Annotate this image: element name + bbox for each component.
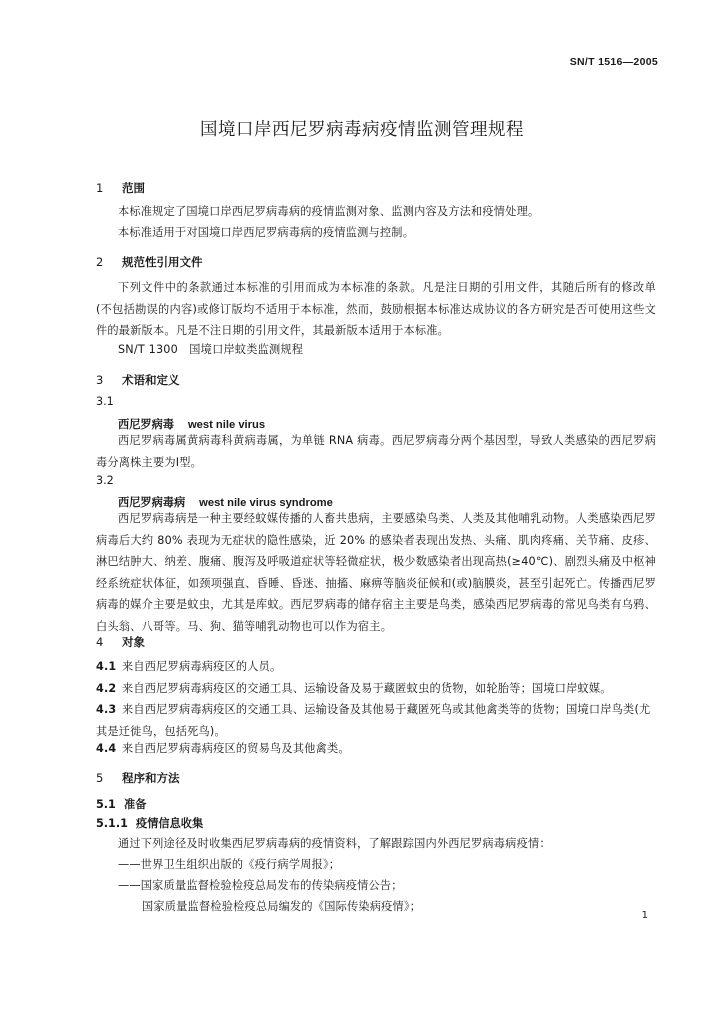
term-1-chinese: 西尼罗病毒	[118, 418, 174, 431]
standard-number: SN/T 1516—2005	[569, 56, 658, 68]
list-item: 4.1 来自西尼罗病毒病疫区的人员。	[96, 660, 282, 673]
section-title: 术语和定义	[122, 373, 180, 387]
section-number: 4	[96, 635, 104, 649]
section-2-heading	[96, 254, 203, 270]
section-number: 1	[96, 181, 104, 195]
section-1-heading	[96, 180, 145, 196]
subsection-5-1-1-paragraph: 通过下列途径及时收集西尼罗病毒病的疫情资料，了解跟踪国内外西尼罗病毒病疫情：	[118, 837, 551, 850]
section-2-paragraph: 下列文件中的条款通过本标准的引用而成为本标准的条款。凡是注日期的引用文件，其随后所有的修改单(不包括勘误的内容)或修订版均不适用于本标准，然而，鼓励根据本标准达成协议的各方研究是否可使用这些文件的最新版本。凡是不注日期的引用文件，其最新版本适用于本标准。	[96, 281, 656, 337]
section-1-paragraph-2: 本标准适用于对国境口岸西尼罗病毒病的疫情监测与控制。	[118, 226, 415, 239]
list-item: 4.3 来自西尼罗病毒病疫区的交通工具、运输设备及其他易于藏匿死鸟或其他禽类等的货物；国境口岸鸟类(尤其是迁徙鸟，包括死鸟)。	[96, 703, 651, 738]
subsection-5-1-heading: 5.1 准备	[96, 798, 147, 811]
section-title: 规范性引用文件	[122, 255, 203, 269]
section-title: 对象	[122, 635, 145, 649]
list-item: ——国家质量监督检验检疫总局发布的传染病疫情公告；	[118, 879, 403, 892]
list-item: 国家质量监督检验检疫总局编发的《国际传染病疫情》；	[142, 900, 422, 913]
section-number: 2	[96, 255, 104, 269]
section-number: 3	[96, 373, 104, 387]
term-1-english: west nile virus	[187, 419, 266, 431]
section-3-heading	[96, 372, 180, 388]
normative-reference: SN/T 1300 国境口岸蚊类监测规程	[118, 343, 304, 356]
page-number: 1	[641, 910, 648, 921]
subsection-5-1-1-heading: 5.1.1 疫情信息收集	[96, 817, 204, 830]
section-5-heading	[96, 770, 180, 786]
list-item: 4.2 来自西尼罗病毒病疫区的交通工具、运输设备及易于藏匿蚊虫的货物，如轮胎等；国境口岸蚊媒。	[96, 682, 612, 695]
document-title: 国境口岸西尼罗病毒病疫情监测管理规程	[200, 120, 524, 140]
list-item: 4.4 来自西尼罗病毒病疫区的贸易鸟及其他禽类。	[96, 742, 350, 755]
section-4-heading	[96, 634, 145, 650]
list-item: ——世界卫生组织出版的《疫行病学周报》；	[118, 858, 341, 871]
section-title: 范围	[122, 181, 145, 195]
section-1-paragraph-1: 本标准规定了国境口岸西尼罗病毒病的疫情监测对象、监测内容及方法和疫情处理。	[118, 205, 540, 218]
term-2-chinese: 西尼罗病毒病	[118, 496, 186, 509]
term-1-number: 3.1	[96, 395, 114, 408]
section-title: 程序和方法	[122, 771, 180, 785]
term-2-number: 3.2	[96, 474, 114, 487]
term-2-definition: 西尼罗病毒病是一种主要经蚊媒传播的人畜共患病，主要感染鸟类、人类及其他哺乳动物。人类感染西尼罗病毒后大约 80% 表现为无症状的隐性感染，近 20% 的感染者表现出发热、头痛、肌肉疼痛、关节痛、皮疹、淋巴结肿大、纳差、腹痛、腹泻及呼吸道症状等轻微症状，极少数感染者出现高热(≥40℃)、剧烈头痛及中枢神经系统症状体征，如颈项强直、昏睡、昏迷、抽搐、麻痹等脑炎征候和(或)脑膜炎，甚至引起死亡。传播西尼罗病毒的媒介主要是蚊虫，尤其是库蚊。西尼罗病毒的储存宿主主要是鸟类，感染西尼罗病毒的常见鸟类有乌鸦、白头翁、八哥等。马、狗、猫等哺乳动物也可以作为宿主。	[96, 512, 656, 633]
section-number: 5	[96, 771, 104, 785]
term-1-definition: 西尼罗病毒属黄病毒科黄病毒属，为单链 RNA 病毒。西尼罗病毒分两个基因型，导致人类感染的西尼罗病毒分离株主要为Ⅰ型。	[96, 434, 656, 469]
term-2-english: west nile virus syndrome	[199, 497, 333, 509]
